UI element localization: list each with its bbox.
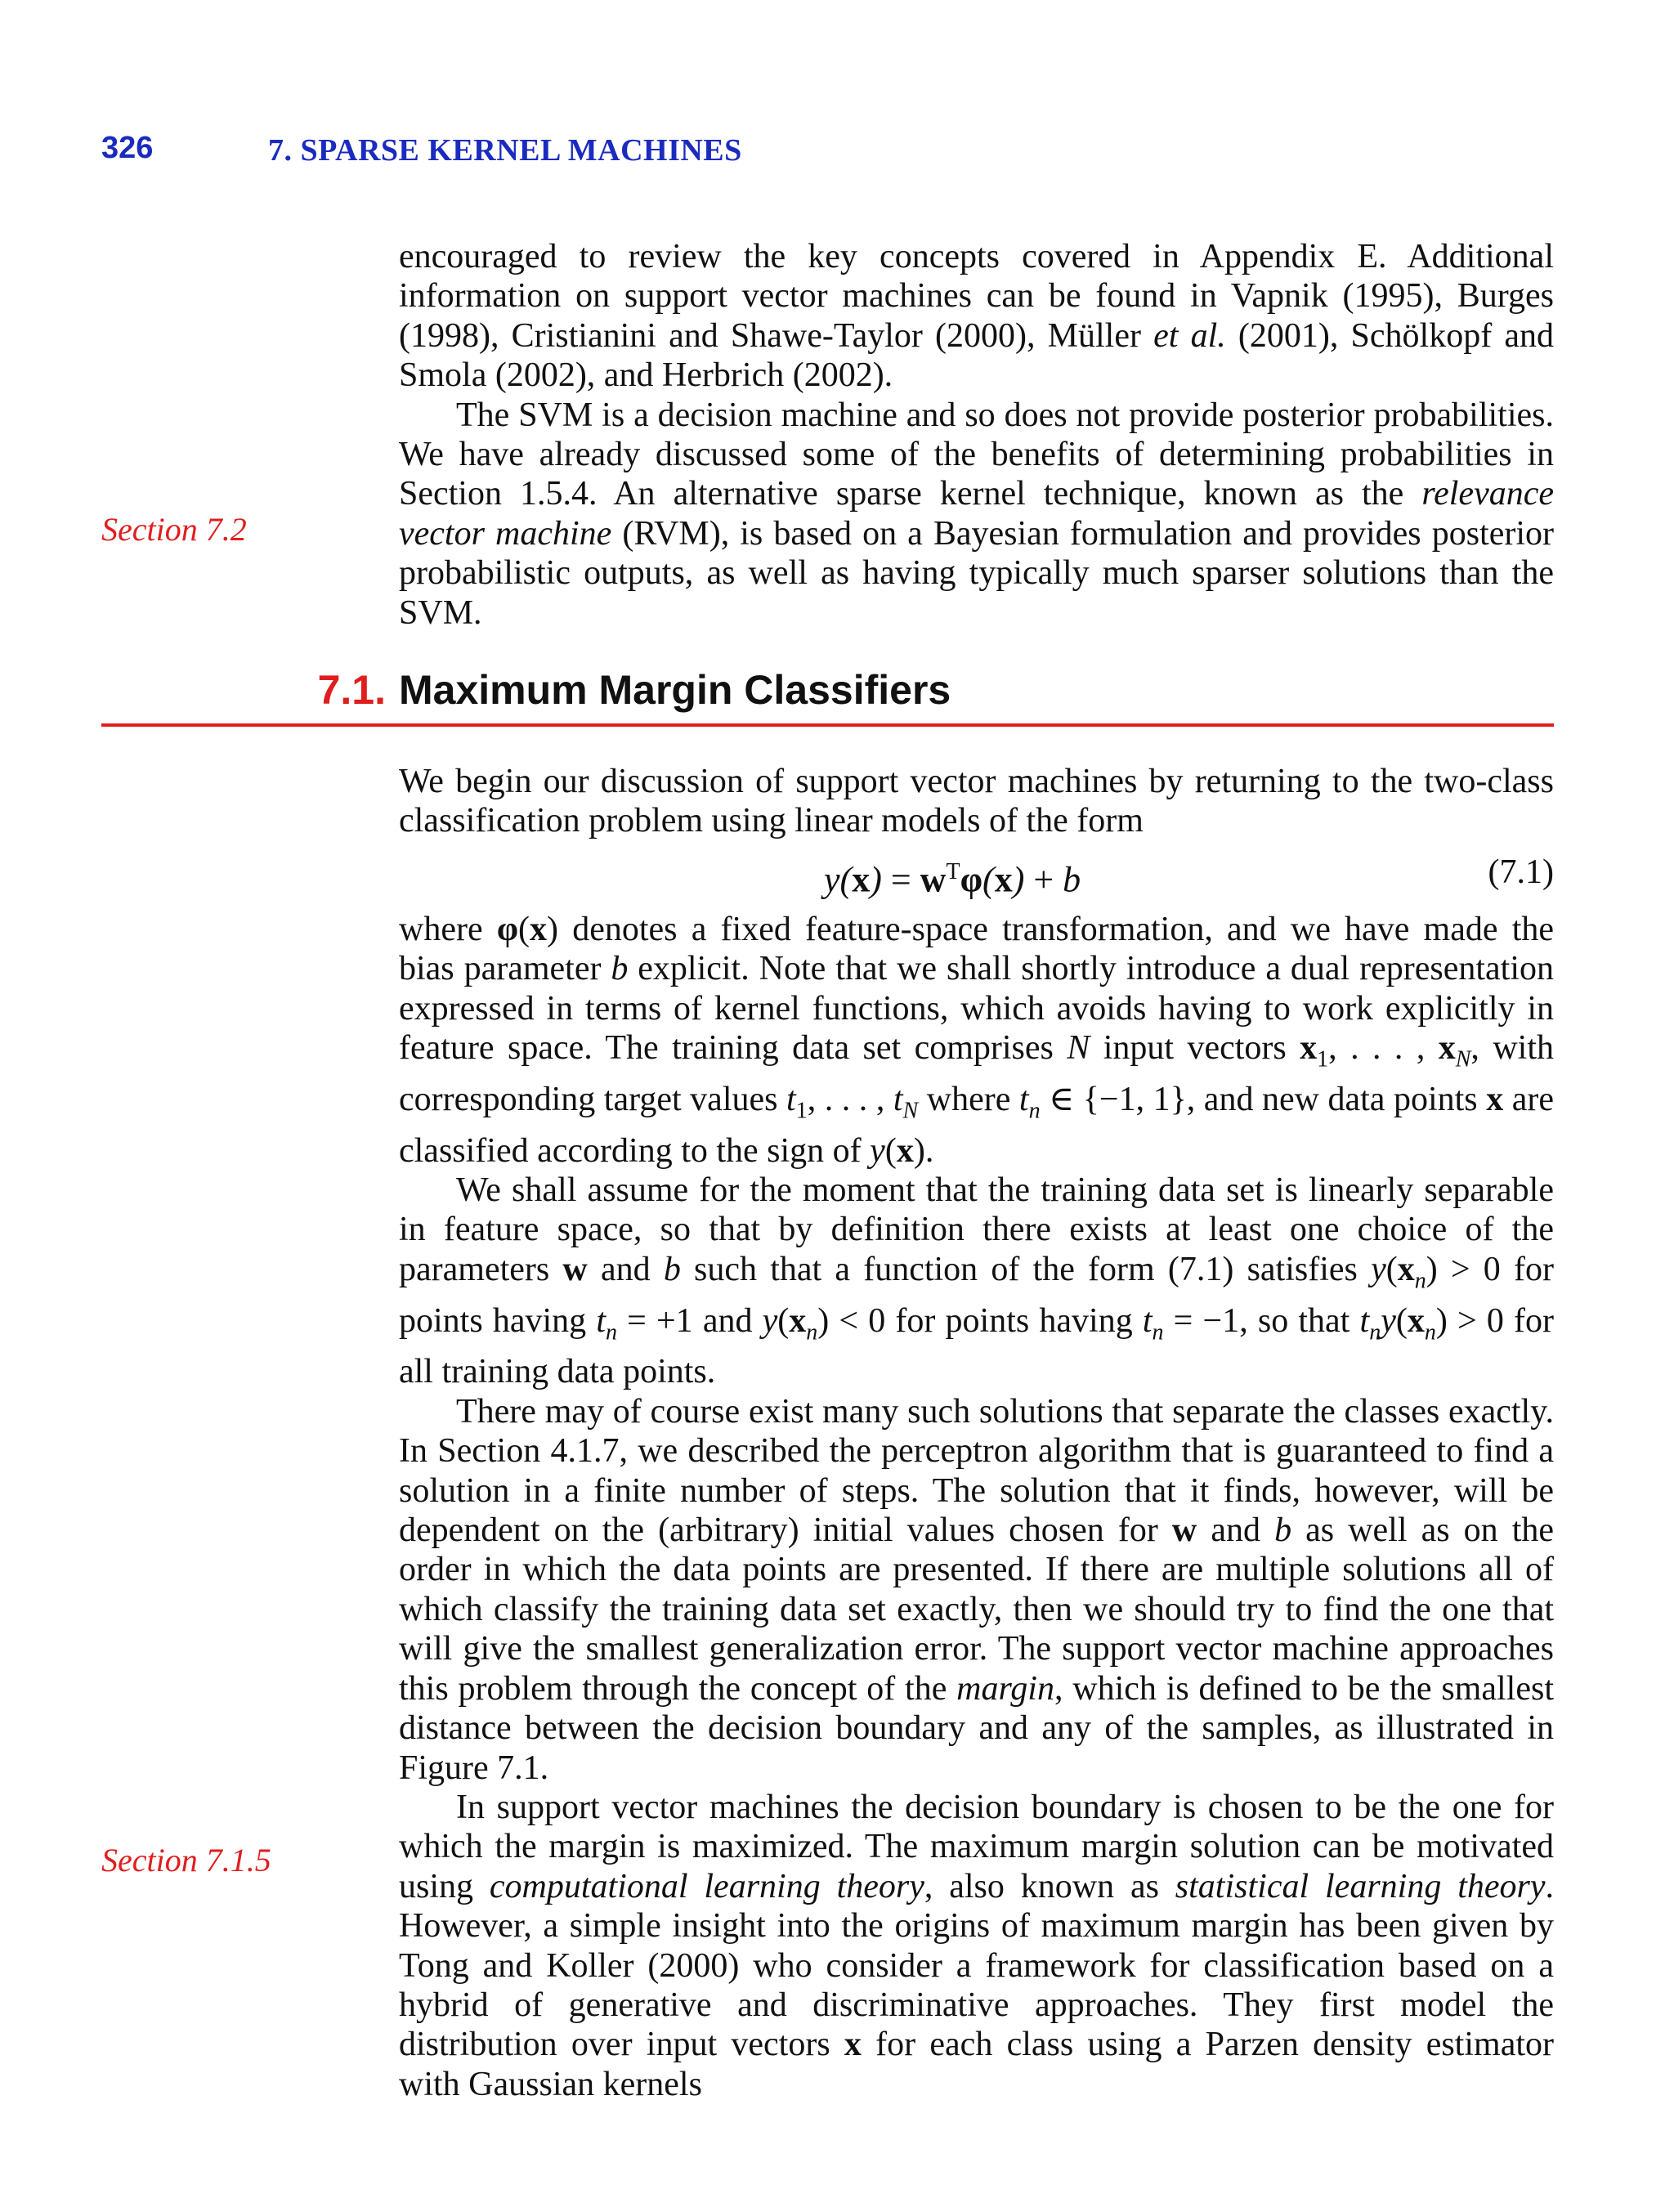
- page-header: [0, 131, 1674, 180]
- page-number: 326: [101, 131, 154, 165]
- body-paragraph-5: In support vector machines the decision boundary is chosen to be the one for which the margin is maximized. The maximum margin solution can be motivated using computational learning theory, also known as statistical learning theory. However, a simple insight into the origins of maximum margin has been given by Tong and Koller (2000) who consider a framework for classification based on a hybrid of generative and discriminative approaches. They first model the distribution over input vectors x for each class using a Parzen density estimator with Gaussian kernels: [399, 1788, 1554, 2103]
- section-body: [399, 762, 1554, 2104]
- body-paragraph-4: There may of course exist many such solutions that separate the classes exactly. In Section 4.1.7, we described the perceptron algorithm that is guaranteed to find a solution in a finite number of steps. The solution that it finds, however, will be dependent on the (arbitrary) initial values chosen for w and b as well as on the order in which the data points are presented. If there are multiple solutions all of which classify the training data set exactly, then we should try to find the one that will give the smallest generalization error. The support vector machine approaches this problem through the concept of the margin, which is defined to be the smallest distance between the decision boundary and any of the samples, as illustrated in Figure 7.1.: [399, 1392, 1555, 1787]
- intro-text: [399, 237, 1554, 633]
- intro-paragraph-1: encouraged to review the key concepts covered in Appendix E. Additional information on support vector machines can be found in Vapnik (1995), Burges (1998), Cristianini and Shawe-Taylor (2000), Müller et al. (2001), Schölkopf and Smola (2002), and Herbrich (2002).: [399, 238, 1554, 395]
- section-rule: [101, 723, 1554, 727]
- body-paragraph-3: We shall assume for the moment that the training data set is linearly separable in feature space, so that by definition there exists at least one choice of the parameters w and b such that a function of the form (7.1) satisfies $y(x_n) > 0$ for points having $t_n = +1$ and $y(x_n) < 0$ for points having $t_n = -1$, so that $t_ny(x_n) > 0$ for all training data points.: [399, 1171, 1554, 1391]
- running-head: 7. SPARSE KERNEL MACHINES: [268, 133, 742, 168]
- section-number: 7.1.: [317, 667, 386, 713]
- margin-note-section-7-2[interactable]: Section 7.2: [101, 511, 247, 548]
- body-paragraph-2: where φ(x) denotes a fixed feature-space transformation, and we have made the bias parameter b explicit. Note that we shall shortly introduce a dual representation expressed in terms of kernel functions, which avoids having to work explicitly in feature space. The training data set comprises N input vectors $x_1$, . . . , $x_N$, with corresponding target values $t_1$, . . . , $t_N$ where $t_n$ ∈ {−1, 1}, and new data points x are classified according to the sign of y(x).: [399, 910, 1555, 1170]
- equation-body: $y(x) = w^T\varphi(x) + b$: [824, 858, 1081, 900]
- equation-label: (7.1): [1488, 853, 1554, 891]
- section-title: Maximum Margin Classifiers: [399, 667, 951, 713]
- section-heading: [0, 666, 1674, 732]
- equation-7-1: [399, 853, 1554, 902]
- body-paragraph-1: We begin our discussion of support vector machines by returning to the two-class classification problem using linear models of the form: [399, 763, 1554, 840]
- intro-paragraph-2: The SVM is a decision machine and so does not provide posterior probabilities. We have already discussed some of the benefits of determining probabilities in Section 1.5.4. An alternative sparse kernel technique, known as the relevance vector machine (RVM), is based on a Bayesian formulation and provides posterior probabilistic outputs, as well as having typically much sparser solutions than the SVM.: [399, 396, 1554, 632]
- margin-note-section-7-1-5[interactable]: Section 7.1.5: [101, 1842, 271, 1878]
